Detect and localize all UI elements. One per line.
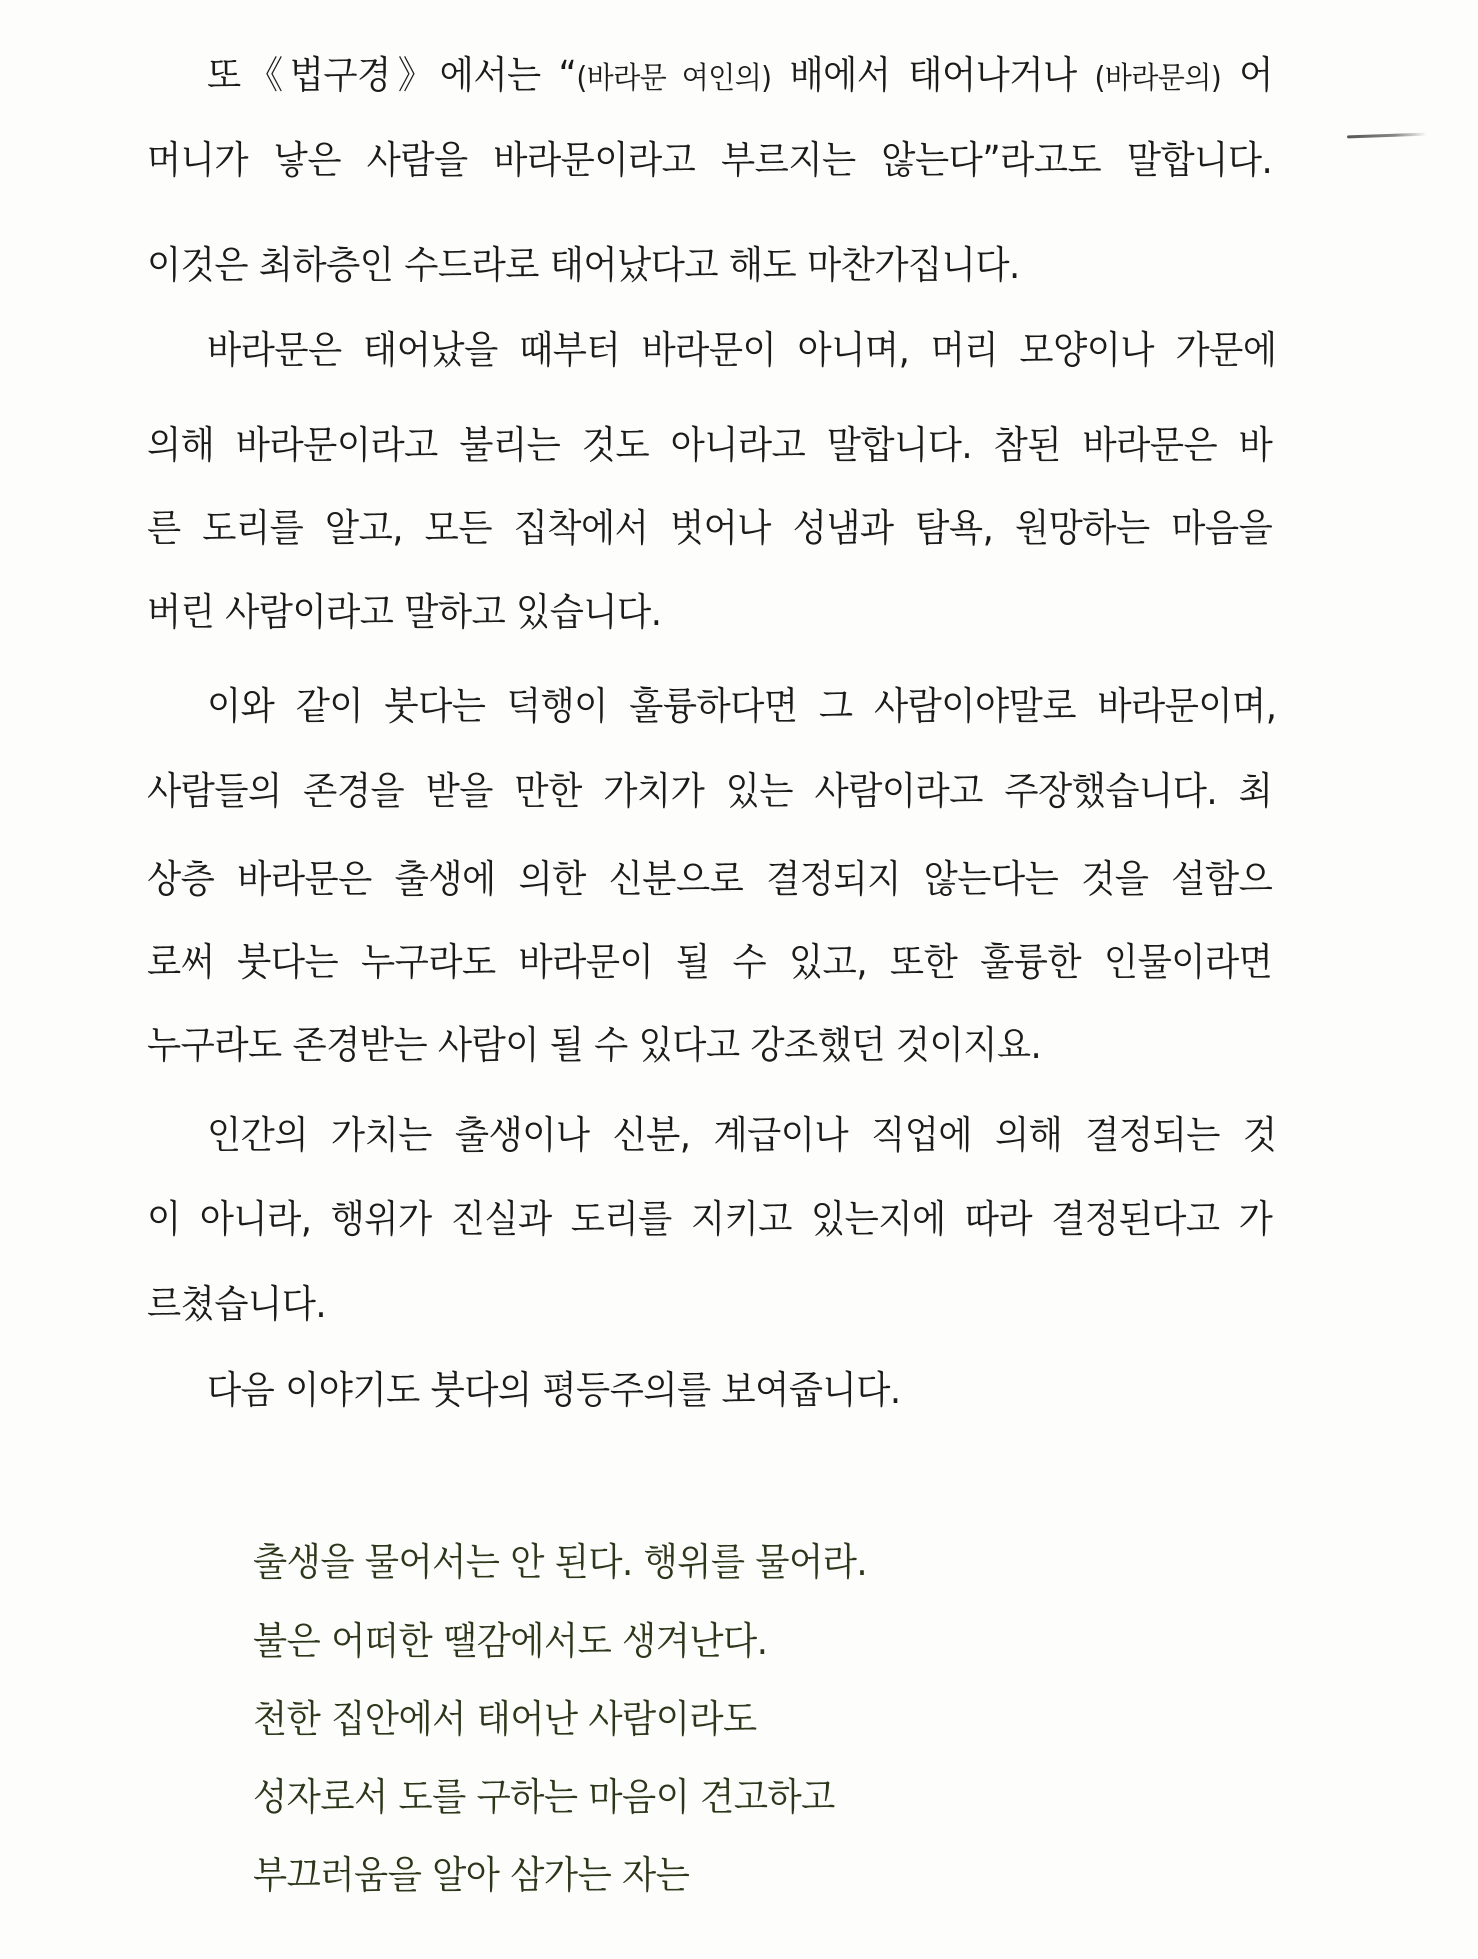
parenthetical-note: (바라문의) bbox=[1094, 61, 1222, 96]
paragraph-2-line-2: 의해 바라문이라고 불리는 것도 아니라고 말합니다. 참된 바라문은 바 bbox=[147, 423, 1273, 467]
text-segment: 어 bbox=[1221, 53, 1273, 97]
paragraph-4-line-1: 인간의 가치는 출생이나 신분, 계급이나 직업에 의해 결정되는 것 bbox=[207, 1113, 1277, 1157]
paragraph-4-line-3: 르쳤습니다. bbox=[147, 1282, 327, 1326]
verse-line-3: 천한 집안에서 태어난 사람이라도 bbox=[253, 1697, 757, 1741]
paragraph-5-line-1: 다음 이야기도 붓다의 평등주의를 보여줍니다. bbox=[207, 1368, 901, 1412]
paragraph-4-line-2: 이 아니라, 행위가 진실과 도리를 지키고 있는지에 따라 결정된다고 가 bbox=[147, 1197, 1273, 1241]
text-segment: 또《법구경》에서는 “ bbox=[207, 53, 577, 97]
paragraph-2-line-1: 바라문은 태어났을 때부터 바라문이 아니며, 머리 모양이나 가문에 bbox=[207, 328, 1277, 372]
verse-line-5: 부끄러움을 알아 삼가는 자는 bbox=[253, 1853, 690, 1897]
paragraph-1-line-1 bbox=[207, 50, 1273, 104]
paragraph-1-line-2: 머니가 낳은 사람을 바라문이라고 부르지는 않는다”라고도 말합니다. bbox=[147, 138, 1273, 182]
parenthetical-note: (바라문 여인의) bbox=[576, 61, 772, 96]
verse-line-1: 출생을 물어서는 안 된다. 행위를 물어라. bbox=[253, 1540, 868, 1584]
verse-line-2: 불은 어떠한 땔감에서도 생겨난다. bbox=[253, 1619, 768, 1663]
pencil-mark bbox=[1347, 133, 1427, 139]
paragraph-3-line-4: 로써 붓다는 누구라도 바라문이 될 수 있고, 또한 훌륭한 인물이라면 bbox=[147, 940, 1273, 984]
paragraph-3-line-3: 상층 바라문은 출생에 의한 신분으로 결정되지 않는다는 것을 설함으 bbox=[147, 857, 1273, 901]
text-segment: 배에서 태어나거나 bbox=[771, 53, 1095, 97]
paragraph-3-line-5: 누구라도 존경받는 사람이 될 수 있다고 강조했던 것이지요. bbox=[147, 1023, 1042, 1067]
paragraph-1-line-3: 이것은 최하층인 수드라로 태어났다고 해도 마찬가집니다. bbox=[147, 243, 1020, 287]
paragraph-2-line-4: 버린 사람이라고 말하고 있습니다. bbox=[147, 590, 662, 634]
paragraph-2-line-3: 른 도리를 알고, 모든 집착에서 벗어나 성냄과 탐욕, 원망하는 마음을 bbox=[147, 506, 1273, 550]
paragraph-3-line-1: 이와 같이 붓다는 덕행이 훌륭하다면 그 사람이야말로 바라문이며, bbox=[207, 684, 1277, 728]
verse-line-4: 성자로서 도를 구하는 마음이 견고하고 bbox=[253, 1775, 835, 1819]
paragraph-3-line-2: 사람들의 존경을 받을 만한 가치가 있는 사람이라고 주장했습니다. 최 bbox=[147, 769, 1273, 813]
